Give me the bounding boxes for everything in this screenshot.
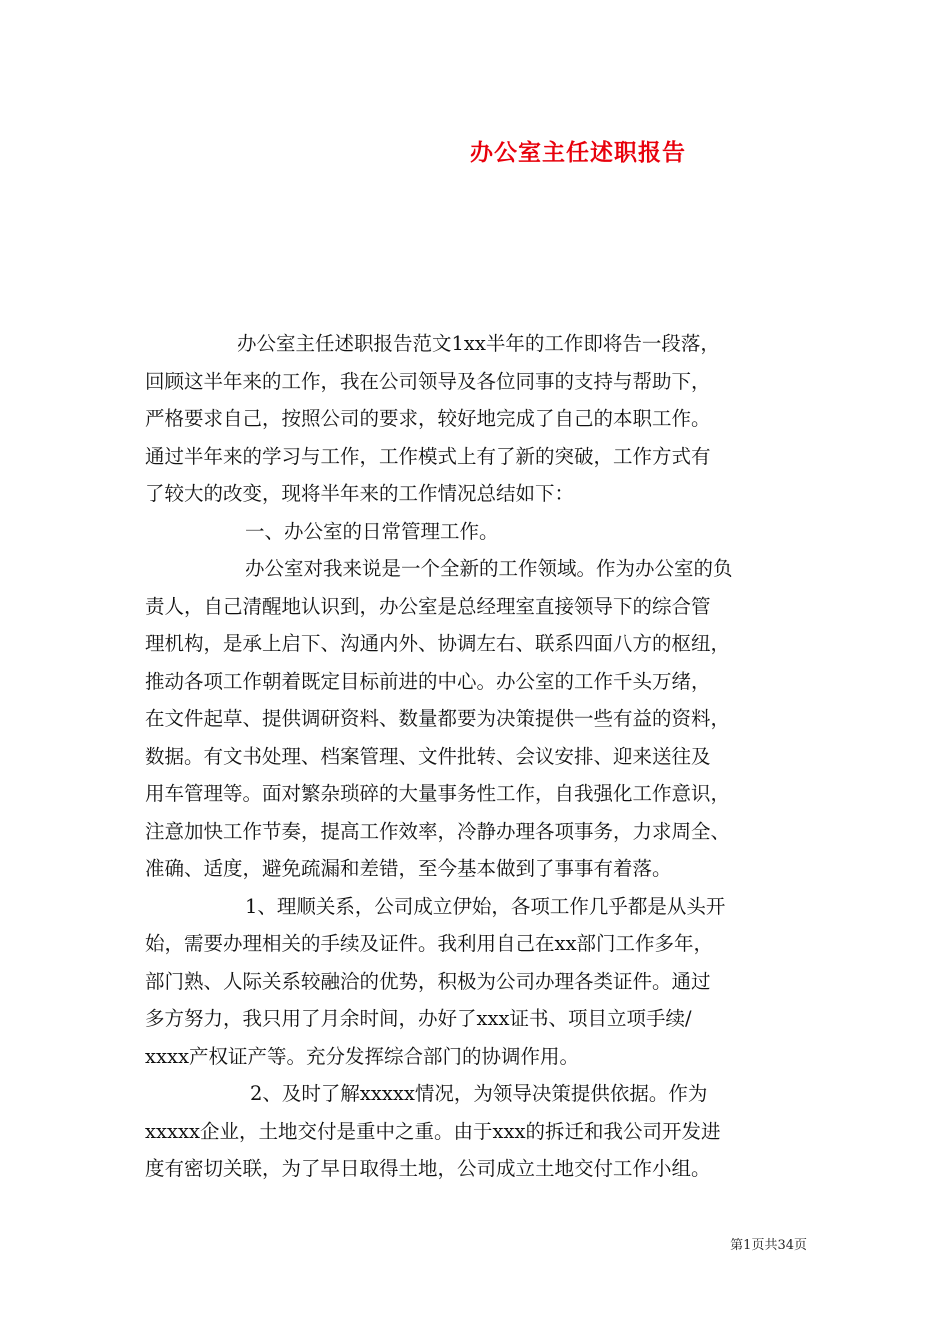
numbered-item-paragraph [145,888,825,1076]
text-line: 责人，自己清醒地认识到，办公室是总经理室直接领导下的综合管 [145,594,711,618]
text-line: xxxxx企业，土地交付是重中之重。由于xxx的拆迁和我公司开发进 [145,1119,721,1143]
text-line: 通过半年来的学习与工作，工作模式上有了新的突破，工作方式有 [145,444,711,468]
document-title: 办公室主任述职报告 [470,139,686,166]
text-line: 部门熟、人际关系较融洽的优势，积极为公司办理各类证件。通过 [145,969,711,993]
page-number: 第1页共34页 [730,1238,807,1253]
text-line: 2、及时了解xxxxx情况，为领导决策提供依据。作为 [250,1082,708,1105]
text-line: 办公室对我来说是一个全新的工作领域。作为办公室的负 [245,557,733,580]
text-line: 理机构，是承上启下、沟通内外、协调左右、联系四面八方的枢纽， [145,632,731,655]
section-paragraph [145,550,825,888]
section-heading [145,513,825,551]
text-line: 注意加快工作节奏，提高工作效率，冷静办理各项事务，力求周全、 [145,819,731,843]
text-line: 准确、适度，避免疏漏和差错，至今基本做到了事事有着落。 [145,857,672,880]
text-line: 办公室主任述职报告范文1xx半年的工作即将告一段落， [237,332,720,355]
text-line: 始，需要办理相关的手续及证件。我利用自己在xx部门工作多年， [145,932,713,955]
text-line: 1、理顺关系，公司成立伊始，各项工作几乎都是从头开 [245,894,726,918]
text-line: xxxx产权证产等。充分发挥综合部门的协调作用。 [145,1044,579,1068]
text-line: 数据。有文书处理、档案管理、文件批转、会议安排、迎来送往及 [145,744,711,768]
text-line: 了较大的改变，现将半年来的工作情况总结如下： [145,482,575,505]
text-line: 严格要求自己，按照公司的要求，较好地完成了自己的本职工作。 [145,407,711,430]
text-line: 一、办公室的日常管理工作。 [245,519,499,543]
text-line: 多方努力，我只用了月余时间，办好了xxx证书、项目立项手续/ [145,1007,692,1030]
text-line: 在文件起草、提供调研资料、数量都要为决策提供一些有益的资料， [145,707,731,730]
intro-paragraph [145,325,825,513]
text-line: 回顾这半年来的工作，我在公司领导及各位同事的支持与帮助下， [145,369,711,393]
numbered-item-paragraph [145,1075,825,1188]
text-line: 用车管理等。面对繁杂琐碎的大量事务性工作，自我强化工作意识， [145,782,731,805]
text-line: 度有密切关联，为了早日取得土地，公司成立土地交付工作小组。 [145,1157,711,1180]
document-body [145,325,825,1188]
text-line: 推动各项工作朝着既定目标前进的中心。办公室的工作千头万绪， [145,669,711,693]
